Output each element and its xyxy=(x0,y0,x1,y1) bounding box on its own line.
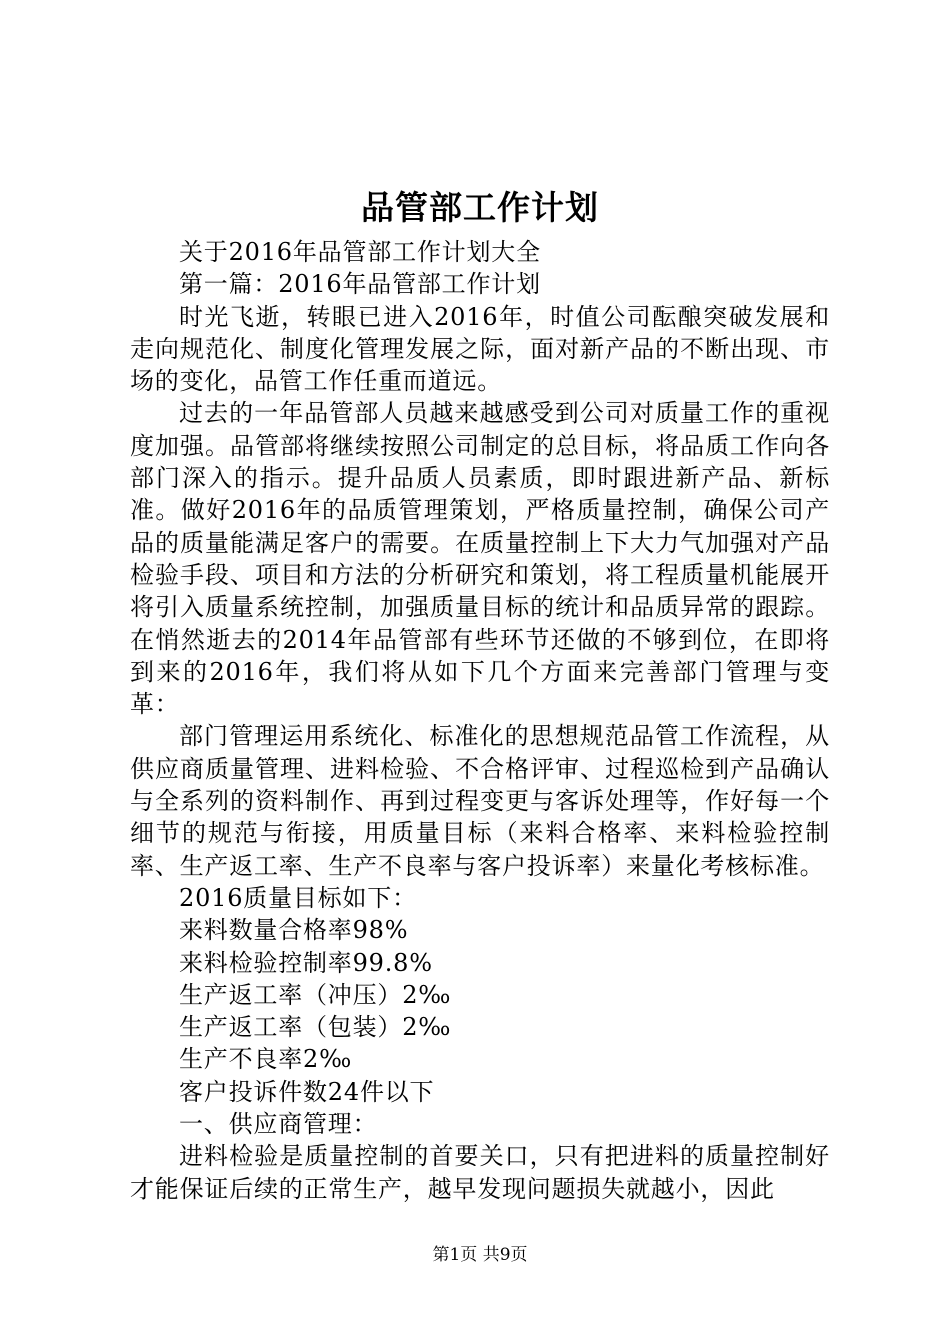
goal-item: 来料数量合格率98% xyxy=(179,916,409,945)
paragraph-intro: 时光飞逝，转眼已进入2016年，时值公司酝酿突破发展和走向规范化、制度化管理发展之际，面对新产品的不断出现、市场的变化，品管工作任重而道远。 xyxy=(130,302,830,396)
goal-item: 生产不良率2‰ xyxy=(179,1045,353,1074)
paragraph-supplier: 进料检验是质量控制的首要关口，只有把进料的质量控制好才能保证后续的正常生产，越早发现问题损失就越小，因此 xyxy=(130,1142,830,1203)
paragraph-management: 部门管理运用系统化、标准化的思想规范品管工作流程，从供应商质量管理、进料检验、不合格评审、过程巡检到产品确认与全系列的资料制作、再到过程变更与客诉处理等，作好每一个细节的规范与衔接，用质量目标（来料合格率、来料检验控制率、生产返工率、生产不良率与客户投诉率）来量化考核标准。 xyxy=(130,722,830,880)
goal-item: 来料检验控制率99.8% xyxy=(179,948,433,977)
goal-item: 生产返工率（冲压）2‰ xyxy=(179,980,452,1009)
paragraph-goals-heading: 2016质量目标如下： xyxy=(179,883,417,912)
document-body xyxy=(130,236,830,1205)
document-title: 品管部工作计划 xyxy=(361,188,599,227)
goal-item: 生产返工率（包装）2‰ xyxy=(179,1013,452,1042)
paragraph-heading-collection: 关于2016年品管部工作计划大全 xyxy=(179,238,541,266)
goal-item: 客户投诉件数24件以下 xyxy=(179,1077,435,1106)
section-heading-supplier: 一、供应商管理： xyxy=(179,1110,378,1139)
paragraph-review: 过去的一年品管部人员越来越感受到公司对质量工作的重视度加强。品管部将继续按照公司制定的总目标，将品质工作向各部门深入的指示。提升品质人员素质，即时跟进新产品、新标准。做好2016年的品质管理策划，严格质量控制，确保公司产品的质量能满足客户的需要。在质量控制上下大力气加强对产品检验手段、项目和方法的分析研究和策划，将工程质量机能展开将引入质量系统控制，加强质量目标的统计和品质异常的跟踪。在悄然逝去的2014年品管部有些环节还做的不够到位，在即将到来的2016年，我们将从如下几个方面来完善部门管理与变革： xyxy=(130,399,830,719)
page-footer: 第1页 共9页 xyxy=(432,1245,528,1265)
paragraph-chapter-title: 第一篇：2016年品管部工作计划 xyxy=(179,270,541,299)
